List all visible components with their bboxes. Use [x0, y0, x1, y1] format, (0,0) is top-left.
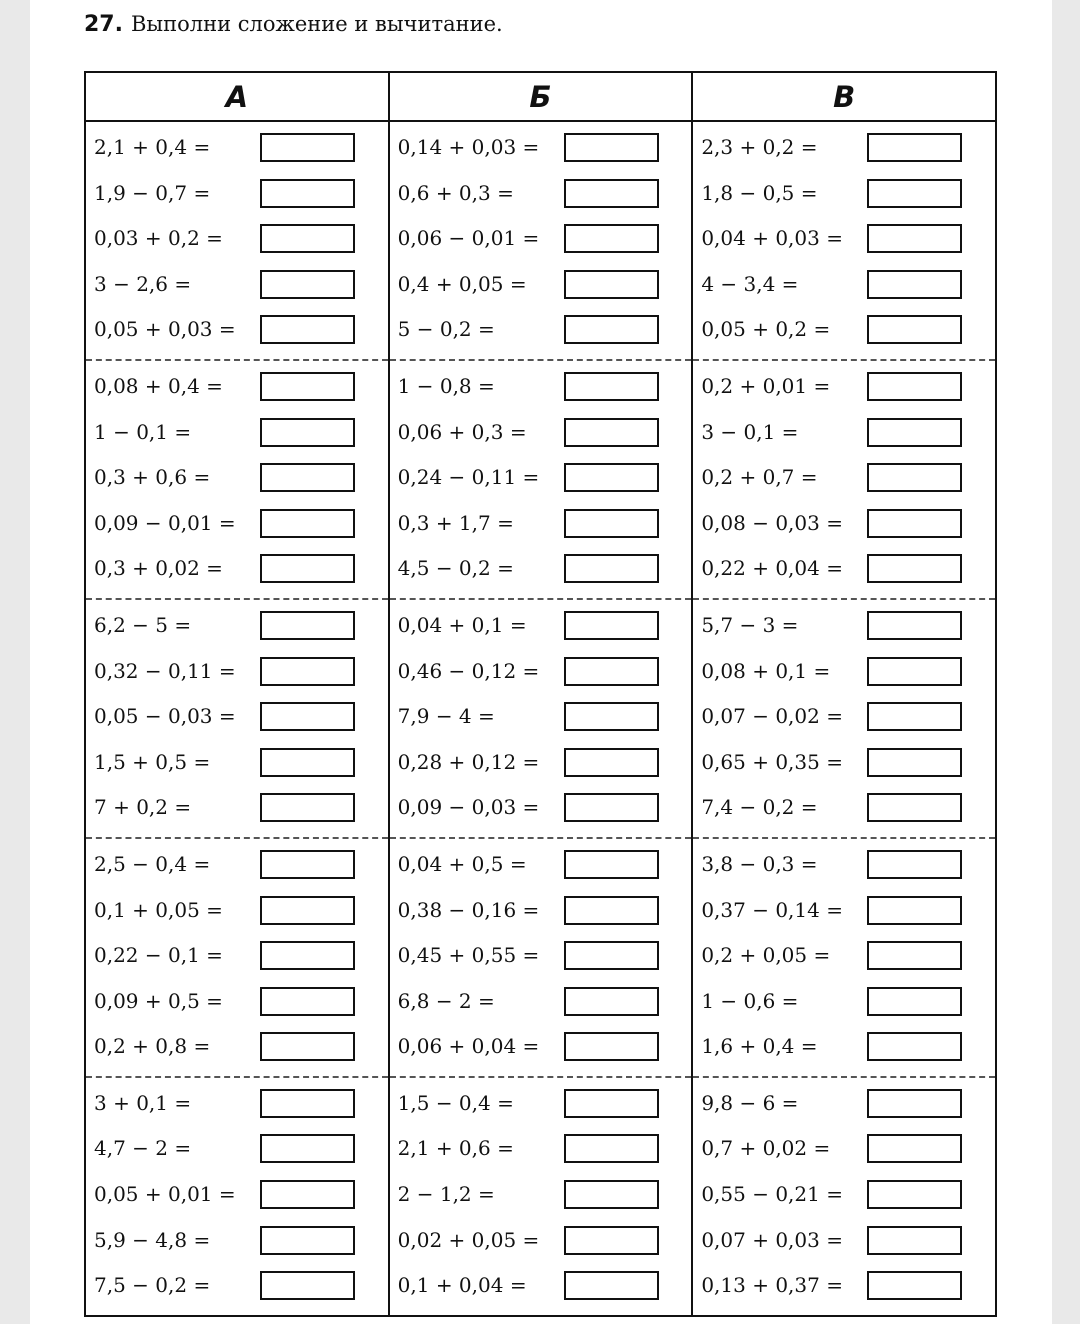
exercise-row — [86, 127, 388, 173]
exercise-row — [390, 173, 692, 219]
exercise-expression: 3 + 0,1 = — [94, 1090, 192, 1115]
exercise-row — [86, 1083, 388, 1129]
exercise-group — [693, 839, 995, 1076]
exercise-expression: 2,5 − 0,4 = — [94, 851, 211, 876]
answer-box[interactable] — [564, 1180, 659, 1209]
exercise-row — [86, 890, 388, 936]
answer-box[interactable] — [867, 315, 962, 344]
exercise-expression: 0,4 + 0,05 = — [397, 271, 527, 296]
exercise-expression: 1 − 0,1 = — [94, 419, 192, 444]
column-header-row — [85, 72, 996, 121]
answer-box[interactable] — [564, 793, 659, 822]
exercise-row — [390, 844, 692, 890]
exercise-row — [390, 605, 692, 651]
answer-box[interactable] — [564, 1226, 659, 1255]
answer-box[interactable] — [564, 315, 659, 344]
answer-box[interactable] — [564, 270, 659, 299]
exercise-expression: 0,24 − 0,11 = — [397, 465, 540, 490]
answer-box[interactable] — [260, 1032, 355, 1061]
exercise-expression: 0,3 + 0,02 = — [94, 556, 223, 581]
exercise-expression: 0,09 − 0,03 = — [397, 795, 540, 820]
exercise-expression: 0,05 + 0,01 = — [94, 1182, 236, 1207]
exercise-expression: 0,06 + 0,3 = — [397, 419, 527, 444]
exercise-row — [86, 1174, 388, 1220]
exercise-expression: 0,08 + 0,4 = — [94, 373, 223, 398]
answer-box[interactable] — [564, 987, 659, 1016]
exercise-expression: 1,6 + 0,4 = — [701, 1034, 818, 1059]
exercise-cell-v — [692, 838, 996, 1077]
exercise-row — [390, 742, 692, 788]
exercise-cell-v — [692, 599, 996, 838]
exercise-row — [390, 787, 692, 833]
exercise-row — [693, 309, 995, 355]
exercise-expression: 4,7 − 2 = — [94, 1136, 192, 1161]
exercise-cell-b — [389, 1077, 693, 1316]
exercise-expression: 0,04 + 0,03 = — [701, 226, 843, 251]
answer-box[interactable] — [867, 463, 962, 492]
answer-box[interactable] — [867, 224, 962, 253]
answer-box[interactable] — [564, 224, 659, 253]
exercise-row — [86, 742, 388, 788]
exercise-expression: 0,03 + 0,2 = — [94, 226, 223, 251]
exercise-expression: 0,06 − 0,01 = — [397, 226, 540, 251]
exercise-expression: 0,09 − 0,01 = — [94, 510, 236, 535]
exercise-row — [693, 1220, 995, 1266]
answer-box[interactable] — [867, 554, 962, 583]
exercise-row — [693, 1174, 995, 1220]
exercise-expression: 0,08 − 0,03 = — [701, 510, 843, 535]
exercise-expression: 7,5 − 0,2 = — [94, 1273, 211, 1298]
exercise-expression: 0,65 + 0,35 = — [701, 749, 843, 774]
exercise-expression: 0,7 + 0,02 = — [701, 1136, 831, 1161]
task-instruction: Выполни сложение и вычитание. — [130, 12, 503, 36]
exercise-row — [86, 366, 388, 412]
exercise-row — [390, 127, 692, 173]
exercise-row — [86, 1026, 388, 1072]
answer-box[interactable] — [564, 941, 659, 970]
exercise-expression: 3 − 0,1 = — [701, 419, 799, 444]
exercise-row — [86, 1128, 388, 1174]
answer-box[interactable] — [564, 179, 659, 208]
exercise-group — [390, 122, 692, 359]
answer-box[interactable] — [867, 133, 962, 162]
exercise-expression: 0,55 − 0,21 = — [701, 1182, 843, 1207]
exercise-group-row — [85, 121, 996, 360]
exercise-cell-b — [389, 360, 693, 599]
exercise-row — [86, 651, 388, 697]
exercise-row — [86, 173, 388, 219]
exercise-group — [86, 361, 388, 598]
answer-box[interactable] — [260, 702, 355, 731]
answer-box[interactable] — [260, 1226, 355, 1255]
answer-box[interactable] — [867, 896, 962, 925]
exercise-group — [390, 839, 692, 1076]
answer-box[interactable] — [867, 941, 962, 970]
answer-box[interactable] — [260, 896, 355, 925]
exercise-expression: 0,14 + 0,03 = — [397, 135, 540, 159]
answer-box[interactable] — [260, 372, 355, 401]
exercise-expression: 2,1 + 0,6 = — [397, 1136, 514, 1161]
exercise-cell-a — [85, 1077, 389, 1316]
exercise-row — [390, 218, 692, 264]
exercise-row — [390, 264, 692, 310]
exercise-expression: 0,2 + 0,7 = — [701, 465, 818, 490]
exercise-group-row — [85, 1077, 996, 1316]
answer-box[interactable] — [260, 1134, 355, 1163]
answer-box[interactable] — [867, 850, 962, 879]
exercise-expression: 0,05 + 0,2 = — [701, 317, 831, 342]
exercise-row — [693, 696, 995, 742]
exercise-row — [693, 503, 995, 549]
answer-box[interactable] — [564, 133, 659, 162]
exercise-row — [390, 696, 692, 742]
answer-box[interactable] — [260, 179, 355, 208]
exercise-expression: 0,45 + 0,55 = — [397, 943, 540, 968]
exercise-row — [390, 890, 692, 936]
exercise-row — [390, 1128, 692, 1174]
exercise-expression: 0,08 + 0,1 = — [701, 658, 831, 683]
exercise-expression: 1,5 − 0,4 = — [397, 1090, 514, 1115]
answer-box[interactable] — [867, 418, 962, 447]
answer-box[interactable] — [564, 657, 659, 686]
answer-box[interactable] — [260, 793, 355, 822]
task-number: 27. — [84, 12, 123, 37]
exercise-expression: 7 + 0,2 = — [94, 795, 192, 820]
exercise-expression: 0,3 + 1,7 = — [397, 510, 514, 535]
exercise-row — [693, 1128, 995, 1174]
worksheet-page — [30, 0, 1052, 1324]
answer-box[interactable] — [867, 1089, 962, 1118]
exercise-expression: 2,1 + 0,4 = — [94, 135, 211, 159]
exercise-row — [390, 651, 692, 697]
exercise-expression: 0,3 + 0,6 = — [94, 465, 211, 490]
answer-box[interactable] — [260, 1089, 355, 1118]
answer-box[interactable] — [867, 372, 962, 401]
answer-box[interactable] — [260, 133, 355, 162]
answer-box[interactable] — [867, 1226, 962, 1255]
answer-box[interactable] — [564, 850, 659, 879]
exercise-group — [86, 1078, 388, 1315]
exercise-cell-v — [692, 360, 996, 599]
answer-box[interactable] — [564, 1032, 659, 1061]
exercise-expression: 0,1 + 0,05 = — [94, 897, 223, 922]
exercise-row — [390, 503, 692, 549]
exercise-row — [693, 412, 995, 458]
exercise-row — [693, 981, 995, 1027]
exercise-row — [693, 651, 995, 697]
exercise-row — [86, 844, 388, 890]
exercise-expression: 1,8 − 0,5 = — [701, 180, 818, 205]
exercise-table — [84, 71, 997, 1317]
exercise-row — [86, 548, 388, 594]
exercise-row — [390, 309, 692, 355]
exercise-row — [693, 605, 995, 651]
answer-box[interactable] — [564, 463, 659, 492]
exercise-group — [86, 122, 388, 359]
exercise-expression: 4,5 − 0,2 = — [397, 556, 514, 581]
exercise-row — [693, 264, 995, 310]
answer-box[interactable] — [260, 850, 355, 879]
answer-box[interactable] — [564, 611, 659, 640]
answer-box[interactable] — [260, 748, 355, 777]
column-header-a: А — [85, 72, 389, 121]
exercise-cell-v — [692, 1077, 996, 1316]
answer-box[interactable] — [260, 463, 355, 492]
exercise-cell-a — [85, 599, 389, 838]
answer-box[interactable] — [260, 315, 355, 344]
exercise-row — [693, 1026, 995, 1072]
exercise-group — [390, 1078, 692, 1315]
exercise-expression: 0,2 + 0,01 = — [701, 373, 831, 398]
exercise-row — [390, 412, 692, 458]
exercise-row — [390, 457, 692, 503]
exercise-row — [86, 935, 388, 981]
exercise-row — [693, 890, 995, 936]
exercise-row — [86, 1265, 388, 1311]
exercise-expression: 6,8 − 2 = — [397, 988, 495, 1013]
exercise-expression: 9,8 − 6 = — [701, 1090, 799, 1115]
exercise-cell-a — [85, 838, 389, 1077]
exercise-expression: 0,05 − 0,03 = — [94, 704, 236, 729]
exercise-row — [86, 503, 388, 549]
answer-box[interactable] — [260, 1271, 355, 1300]
exercise-expression: 5,7 − 3 = — [701, 612, 799, 637]
exercise-expression: 2 − 1,2 = — [397, 1182, 495, 1207]
answer-box[interactable] — [260, 1180, 355, 1209]
exercise-row — [390, 981, 692, 1027]
exercise-expression: 7,4 − 0,2 = — [701, 795, 818, 820]
exercise-row — [693, 742, 995, 788]
answer-box[interactable] — [867, 270, 962, 299]
exercise-expression: 0,06 + 0,04 = — [397, 1034, 540, 1059]
exercise-expression: 1,9 − 0,7 = — [94, 180, 211, 205]
answer-box[interactable] — [564, 702, 659, 731]
exercise-row — [693, 1265, 995, 1311]
exercise-row — [693, 844, 995, 890]
exercise-group — [693, 1078, 995, 1315]
exercise-expression: 0,07 + 0,03 = — [701, 1227, 843, 1252]
exercise-group-row — [85, 838, 996, 1077]
exercise-row — [390, 1265, 692, 1311]
exercise-expression: 3 − 2,6 = — [94, 271, 192, 296]
exercise-row — [693, 548, 995, 594]
exercise-expression: 0,1 + 0,04 = — [397, 1273, 527, 1298]
answer-box[interactable] — [564, 1089, 659, 1118]
answer-box[interactable] — [867, 657, 962, 686]
exercise-expression: 0,05 + 0,03 = — [94, 317, 236, 342]
exercise-group-row — [85, 599, 996, 838]
exercise-expression: 0,22 + 0,04 = — [701, 556, 843, 581]
exercise-row — [390, 1083, 692, 1129]
exercise-cell-b — [389, 838, 693, 1077]
answer-box[interactable] — [564, 554, 659, 583]
answer-box[interactable] — [867, 1134, 962, 1163]
exercise-expression: 0,38 − 0,16 = — [397, 897, 540, 922]
answer-box[interactable] — [867, 1180, 962, 1209]
answer-box[interactable] — [260, 611, 355, 640]
answer-box[interactable] — [260, 941, 355, 970]
exercise-row — [86, 981, 388, 1027]
exercise-cell-b — [389, 121, 693, 360]
exercise-row — [86, 605, 388, 651]
exercise-row — [86, 264, 388, 310]
exercise-expression: 0,32 − 0,11 = — [94, 658, 236, 683]
answer-box[interactable] — [867, 509, 962, 538]
exercise-group — [693, 361, 995, 598]
answer-box[interactable] — [564, 1134, 659, 1163]
exercise-group — [693, 122, 995, 359]
exercise-expression: 0,46 − 0,12 = — [397, 658, 540, 683]
answer-box[interactable] — [260, 987, 355, 1016]
exercise-row — [86, 218, 388, 264]
answer-box[interactable] — [867, 179, 962, 208]
exercise-expression: 0,02 + 0,05 = — [397, 1227, 540, 1252]
exercise-group — [86, 600, 388, 837]
answer-box[interactable] — [564, 372, 659, 401]
exercise-expression: 3,8 − 0,3 = — [701, 851, 818, 876]
answer-box[interactable] — [564, 1271, 659, 1300]
exercise-row — [390, 1026, 692, 1072]
answer-box[interactable] — [867, 702, 962, 731]
exercise-row — [86, 309, 388, 355]
exercise-expression: 1,5 + 0,5 = — [94, 749, 211, 774]
answer-box[interactable] — [867, 1032, 962, 1061]
exercise-cell-a — [85, 121, 389, 360]
answer-box[interactable] — [564, 896, 659, 925]
exercise-row — [86, 412, 388, 458]
exercise-row — [693, 127, 995, 173]
exercise-expression: 5,9 − 4,8 = — [94, 1227, 211, 1252]
exercise-expression: 0,28 + 0,12 = — [397, 749, 540, 774]
exercise-expression: 0,09 + 0,5 = — [94, 988, 223, 1013]
answer-box[interactable] — [260, 554, 355, 583]
answer-box[interactable] — [564, 509, 659, 538]
exercise-row — [86, 1220, 388, 1266]
exercise-row — [693, 457, 995, 503]
answer-box[interactable] — [260, 657, 355, 686]
exercise-row — [693, 218, 995, 264]
exercise-expression: 0,22 − 0,1 = — [94, 943, 223, 968]
exercise-row — [693, 935, 995, 981]
exercise-row — [693, 1083, 995, 1129]
exercise-row — [693, 173, 995, 219]
exercise-expression: 0,07 − 0,02 = — [701, 704, 843, 729]
answer-box[interactable] — [260, 270, 355, 299]
exercise-group — [693, 600, 995, 837]
answer-box[interactable] — [564, 748, 659, 777]
answer-box[interactable] — [260, 509, 355, 538]
exercise-expression: 4 − 3,4 = — [701, 271, 799, 296]
exercise-row — [693, 366, 995, 412]
exercise-expression: 0,37 − 0,14 = — [701, 897, 843, 922]
exercise-group — [390, 361, 692, 598]
exercise-expression: 1 − 0,8 = — [397, 373, 495, 398]
exercise-expression: 2,3 + 0,2 = — [701, 135, 818, 159]
exercise-expression: 7,9 − 4 = — [397, 704, 495, 729]
exercise-expression: 0,2 + 0,05 = — [701, 943, 831, 968]
answer-box[interactable] — [867, 611, 962, 640]
exercise-cell-v — [692, 121, 996, 360]
exercise-row — [86, 696, 388, 742]
exercise-expression: 0,6 + 0,3 = — [397, 180, 514, 205]
exercise-row — [86, 787, 388, 833]
exercise-row — [390, 1220, 692, 1266]
exercise-row — [390, 366, 692, 412]
exercise-group-row — [85, 360, 996, 599]
exercise-row — [86, 457, 388, 503]
exercise-expression: 0,2 + 0,8 = — [94, 1034, 211, 1059]
exercise-row — [390, 1174, 692, 1220]
column-header-v: В — [692, 72, 996, 121]
exercise-body — [85, 121, 996, 1316]
exercise-row — [693, 787, 995, 833]
answer-box[interactable] — [867, 793, 962, 822]
answer-box[interactable] — [867, 748, 962, 777]
exercise-expression: 5 − 0,2 = — [397, 317, 495, 342]
column-header-b: Б — [389, 72, 693, 121]
exercise-row — [390, 935, 692, 981]
exercise-cell-a — [85, 360, 389, 599]
task-heading — [84, 12, 503, 37]
answer-box[interactable] — [564, 418, 659, 447]
exercise-cell-b — [389, 599, 693, 838]
answer-box[interactable] — [867, 987, 962, 1016]
exercise-group — [86, 839, 388, 1076]
exercise-expression: 0,13 + 0,37 = — [701, 1273, 843, 1298]
exercise-group — [390, 600, 692, 837]
exercise-expression: 1 − 0,6 = — [701, 988, 799, 1013]
exercise-expression: 0,04 + 0,5 = — [397, 851, 527, 876]
exercise-expression: 6,2 − 5 = — [94, 612, 192, 637]
answer-box[interactable] — [260, 418, 355, 447]
answer-box[interactable] — [260, 224, 355, 253]
answer-box[interactable] — [867, 1271, 962, 1300]
exercise-row — [390, 548, 692, 594]
exercise-expression: 0,04 + 0,1 = — [397, 612, 527, 637]
